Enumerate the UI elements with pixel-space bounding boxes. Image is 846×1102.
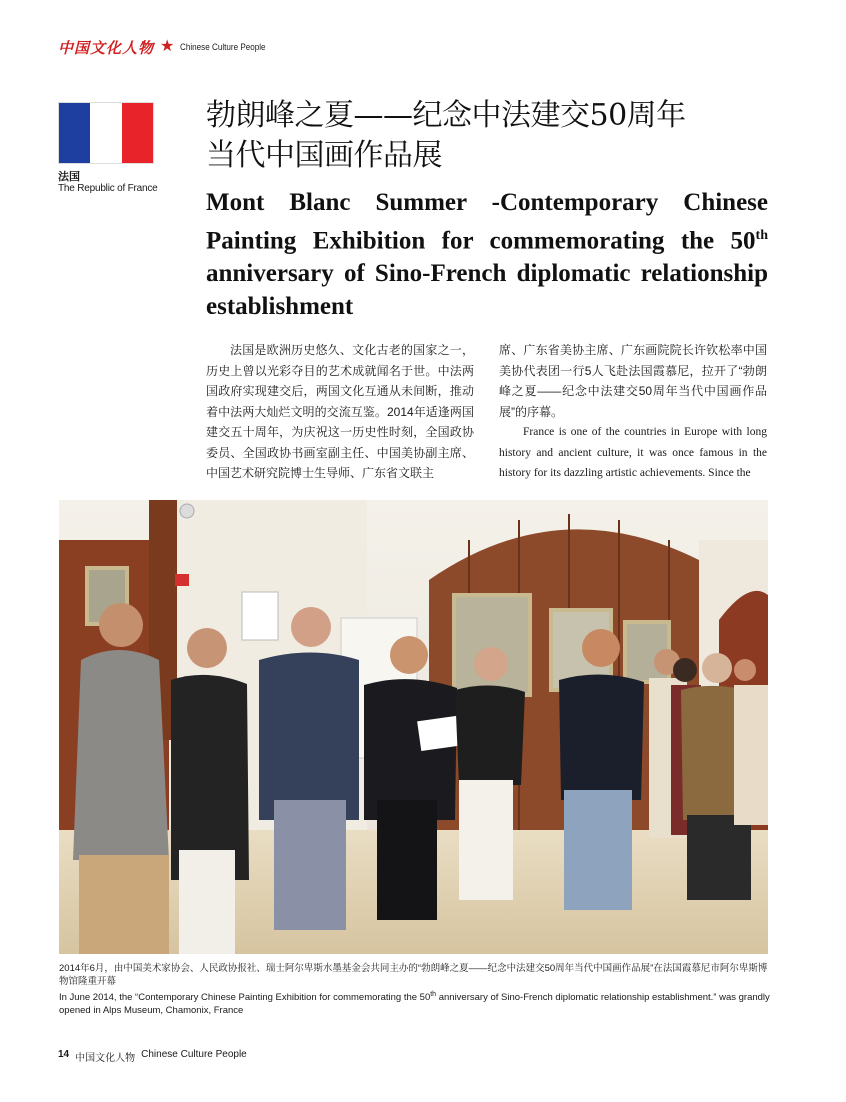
exhibition-photo xyxy=(59,500,768,954)
body-column-left xyxy=(206,340,474,484)
title-en-part2: anniversary of Sino-French diplomatic relationship establishment xyxy=(206,260,768,321)
magazine-logo-cn: 中国文化人物 xyxy=(58,38,155,57)
exhibition-photo-illustration xyxy=(59,500,768,954)
magazine-logo-en: Chinese Culture People xyxy=(180,42,266,52)
page-footer xyxy=(58,1049,247,1064)
footer-magazine-en: Chinese Culture People xyxy=(141,1049,247,1060)
magazine-header xyxy=(58,36,275,58)
red-star-icon: ★ xyxy=(160,38,175,55)
photo-caption-cn: 2014年6月，由中国美术家协会、人民政协报社、瑞士阿尔卑斯水墨基金会共同主办的“勃朗峰之夏——纪念中法建交50周年当代中国画作品展”在法国霞慕尼市阿尔卑斯博物馆隆重开幕 xyxy=(59,963,768,987)
body-paragraph-cn-left: 法国是欧洲历史悠久、文化古老的国家之一，历史上曾以光彩夺目的艺术成就闻名于世。中法两国政府实现建交后，两国文化互通从未间断，推动着中法两大灿烂文明的交流互鉴。2014年适逢两国建交五十周年，为庆祝这一历史性时刻，全国政协委员、全国政协书画室副主任、中国美协副主席、中国艺术研究院博士生导师、广东省文联主 xyxy=(206,343,474,480)
flag-white-stripe xyxy=(90,103,121,163)
body-paragraph-cn-right: 席、广东省美协主席、广东画院院长许钦松率中国美协代表团一行5人飞赴法国霞慕尼，拉开了“勃朗峰之夏——纪念中法建交50周年当代中国画作品展”的序幕。 xyxy=(499,343,767,419)
french-flag xyxy=(58,102,154,164)
flag-blue-stripe xyxy=(59,103,90,163)
body-paragraph-en: France is one of the countries in Europe with long history and ancient culture, it was once famous in the history for its dazzling artistic achievements. Since the xyxy=(499,426,767,479)
flag-red-stripe xyxy=(122,103,153,163)
country-name-cn: 法国 xyxy=(58,171,80,183)
footer-magazine-cn: 中国文化人物 xyxy=(75,1053,136,1064)
caption-en-sup: th xyxy=(430,991,437,998)
photo-caption-en xyxy=(59,988,771,1017)
title-en-sup: th xyxy=(755,228,768,243)
article-title-en xyxy=(206,186,768,323)
caption-en-part1: In June 2014, the “Contemporary Chinese Painting Exhibition for commemorating the 50 xyxy=(59,992,431,1004)
title-cn-line1: 勃朗峰之夏——纪念中法建交50周年 xyxy=(206,98,686,133)
caption-en-part2: anniversary of Sino-French diplomatic relationship establishment.” was grandly opened in Alps Museum, Chamonix, France xyxy=(59,992,770,1017)
title-en-part1: Mont Blanc Summer -Contemporary Chinese Painting Exhibition for commemorating the 50 xyxy=(206,189,768,255)
body-column-right xyxy=(499,340,767,484)
page-number: 14 xyxy=(58,1049,70,1060)
article-title-cn xyxy=(206,96,776,176)
title-cn-line2: 当代中国画作品展 xyxy=(206,138,442,173)
country-name-en: The Republic of France xyxy=(58,183,158,194)
